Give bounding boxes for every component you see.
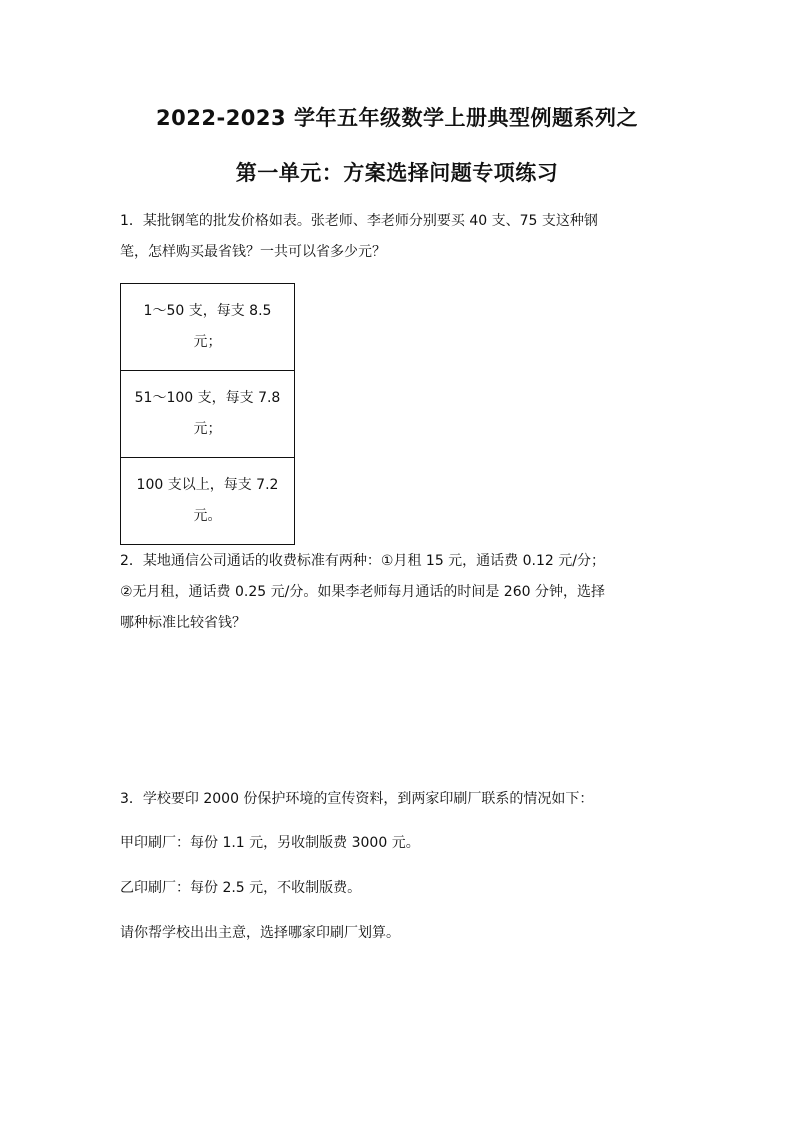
question-3-prompt — [120, 918, 680, 949]
table-cell-line-1: 100 支以上，每支 7.2 — [136, 477, 279, 493]
question-3-option-a — [120, 828, 680, 859]
question-2-line-3: 哪种标准比较省钱？ — [120, 615, 246, 631]
table-row — [121, 284, 295, 371]
document-title: 2022-2023 学年五年级数学上册典型例题系列之 — [156, 106, 638, 130]
question-2 — [120, 546, 680, 639]
table-cell-line-1: 51～100 支，每支 7.8 — [134, 390, 281, 406]
question-3 — [120, 784, 680, 815]
table-cell — [121, 284, 295, 371]
question-2-line-2: ②无月租，通话费 0.25 元/分。如果李老师每月通话的时间是 260 分钟，选择 — [120, 584, 605, 600]
question-1-line-2: 笔，怎样购买最省钱？一共可以省多少元？ — [120, 244, 386, 260]
question-3-line-3: 乙印刷厂：每份 2.5 元，不收制版费。 — [120, 880, 362, 896]
question-3-line-2: 甲印刷厂：每份 1.1 元，另收制版费 3000 元。 — [120, 835, 420, 851]
question-1-line-1: 1．某批钢笔的批发价格如表。张老师、李老师分别要买 40 支、75 支这种钢 — [120, 213, 598, 229]
question-3-line-4: 请你帮学校出出主意，选择哪家印刷厂划算。 — [120, 925, 400, 941]
price-table — [120, 283, 295, 545]
question-3-option-b — [120, 873, 680, 904]
question-3-line-1: 3．学校要印 2000 份保护环境的宣传资料，到两家印刷厂联系的情况如下： — [120, 791, 594, 807]
table-row — [121, 458, 295, 545]
table-cell-line-1: 1～50 支，每支 8.5 — [143, 303, 272, 319]
table-row — [121, 371, 295, 458]
table-cell-line-2: 元； — [193, 421, 222, 437]
question-1 — [120, 206, 680, 268]
table-cell-line-2: 元； — [193, 334, 222, 350]
document-subtitle: 第一单元：方案选择问题专项练习 — [235, 161, 559, 185]
table-cell — [121, 371, 295, 458]
table-cell-line-2: 元。 — [193, 508, 222, 524]
table-cell — [121, 458, 295, 545]
question-2-line-1: 2．某地通信公司通话的收费标准有两种：①月租 15 元，通话费 0.12 元/分； — [120, 553, 605, 569]
